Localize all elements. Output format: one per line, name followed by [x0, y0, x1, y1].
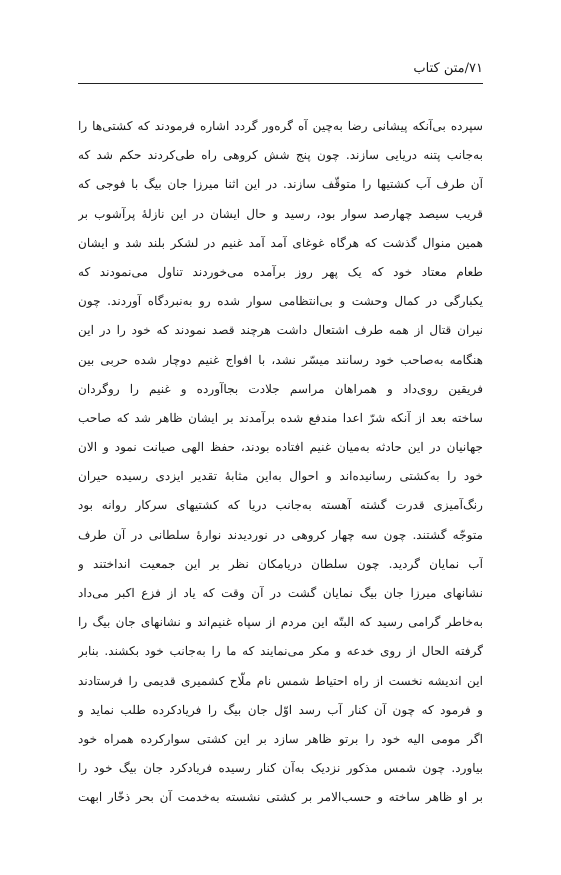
text-line: آب نمایان گردید. چون سلطان دریامکان نظر بر این جمعیت انداختند و: [78, 556, 483, 571]
text-line: و فرمود که چون آن کنار آب رسد اوّل جان بیگ را فریادکرده طلب نماید و: [78, 702, 483, 717]
text-line: سپرده بی‌آنکه پیشانی رضا به‌چین آه گره‌ور گردد اشاره فرمودند که کشتی‌ها را: [78, 119, 483, 133]
text-line: یکبارگی در کمال وحشت و بی‌انتظامی سوار شده رو به‌نبردگاه آوردند. چون: [78, 294, 483, 309]
text-line: همین منوال گذشت که هرگاه غوغای آمد آمد غنیم در لشکر بلند شد و ایشان: [78, 235, 483, 250]
text-line: خود را به‌کشتی رسانیده‌اند و احوال به‌این مثابهٔ تقدیر ایزدی رسیده حیران: [78, 469, 483, 484]
text-line: بر او ظاهر ساخته و حسب‌الامر بر کشتی نشسته به‌خدمت آن بحر ذخّار ابهت: [78, 790, 483, 805]
text-line: فریقین روی‌داد و همراهان مراسم جلادت بجا‌آورده و غنیم را روگردان: [78, 381, 483, 396]
text-line: به‌خاطر گرامی رسید که البتّه این مردم از سپاه غنیم‌اند و نشانهای جان بیگ را: [78, 615, 483, 630]
text-line: متوجّه گشتند. چون سه چهار کروهی در نوردیدند نوارهٔ سلطانی در آن طرف: [78, 527, 483, 542]
body-text: [78, 112, 483, 813]
text-line: نشانهای میرزا جان بیگ نمایان گشت در آن وقت که یاد از فزع اکبر می‌داد: [78, 586, 483, 600]
header-rule: [78, 83, 483, 84]
text-line: ساخته بعد از آنکه شرّ اعدا مندفع شده برآمدند بر ایشان ظاهر شد که صاحب: [78, 410, 483, 425]
text-line: قریب سیصد چهارصد سوار بود، رسید و حال ایشان در این نازلهٔ پرآشوب بر: [78, 206, 483, 221]
text-line: هنگامه به‌صاحب خود رسانند میسّر نشد، با افواج غنیم دوچار شده حربی بین: [78, 352, 483, 367]
text-line: نیران قتال از همه طرف اشتعال داشت هرچند قصد نمودند که خود را در این: [78, 323, 483, 338]
text-line: اگر مومی الیه خود را برتو ظاهر سازد بر این کشتی سوارکرده همراه خود: [78, 731, 483, 746]
text-line: آن طرف آب کشتیها را متوقّف سازند. در این اثنا میرزا جان بیگ با فوجی که: [78, 177, 483, 192]
running-title: ۷۱/متن کتاب: [413, 61, 483, 76]
text-line: رنگ‌آمیزی قدرت گشته آهسته به‌جانب دریا که کشتیهای سرکار روانه بود: [78, 498, 483, 513]
text-line: به‌جانب پتنه دریایی سازند. چون پنج شش کروهی راه طی‌کردند حکم شد که: [78, 148, 483, 163]
text-line: این اندیشه نخست از راه احتیاط شمس نام ملّاح کشمیری قدیمی را فرستادند: [78, 673, 483, 688]
page-header: [78, 55, 483, 81]
text-line: جهانیان در این حادثه به‌میان غنیم افتاده بودند، حفظ الهی صیانت نمود و الان: [78, 440, 483, 455]
text-line: گرفته الحال از روی خدعه و مکر می‌نمایند که ما را به‌جانب خود بکشند. بنابر: [78, 644, 483, 659]
text-line: طعام معتاد خود که یک پهر روز برآمده می‌خوردند تناول می‌نمودند که: [78, 264, 483, 279]
text-line: بیاورد. چون شمس مذکور نزدیک به‌آن کنار رسیده فریادکرد جان بیگ خود را: [78, 761, 483, 776]
